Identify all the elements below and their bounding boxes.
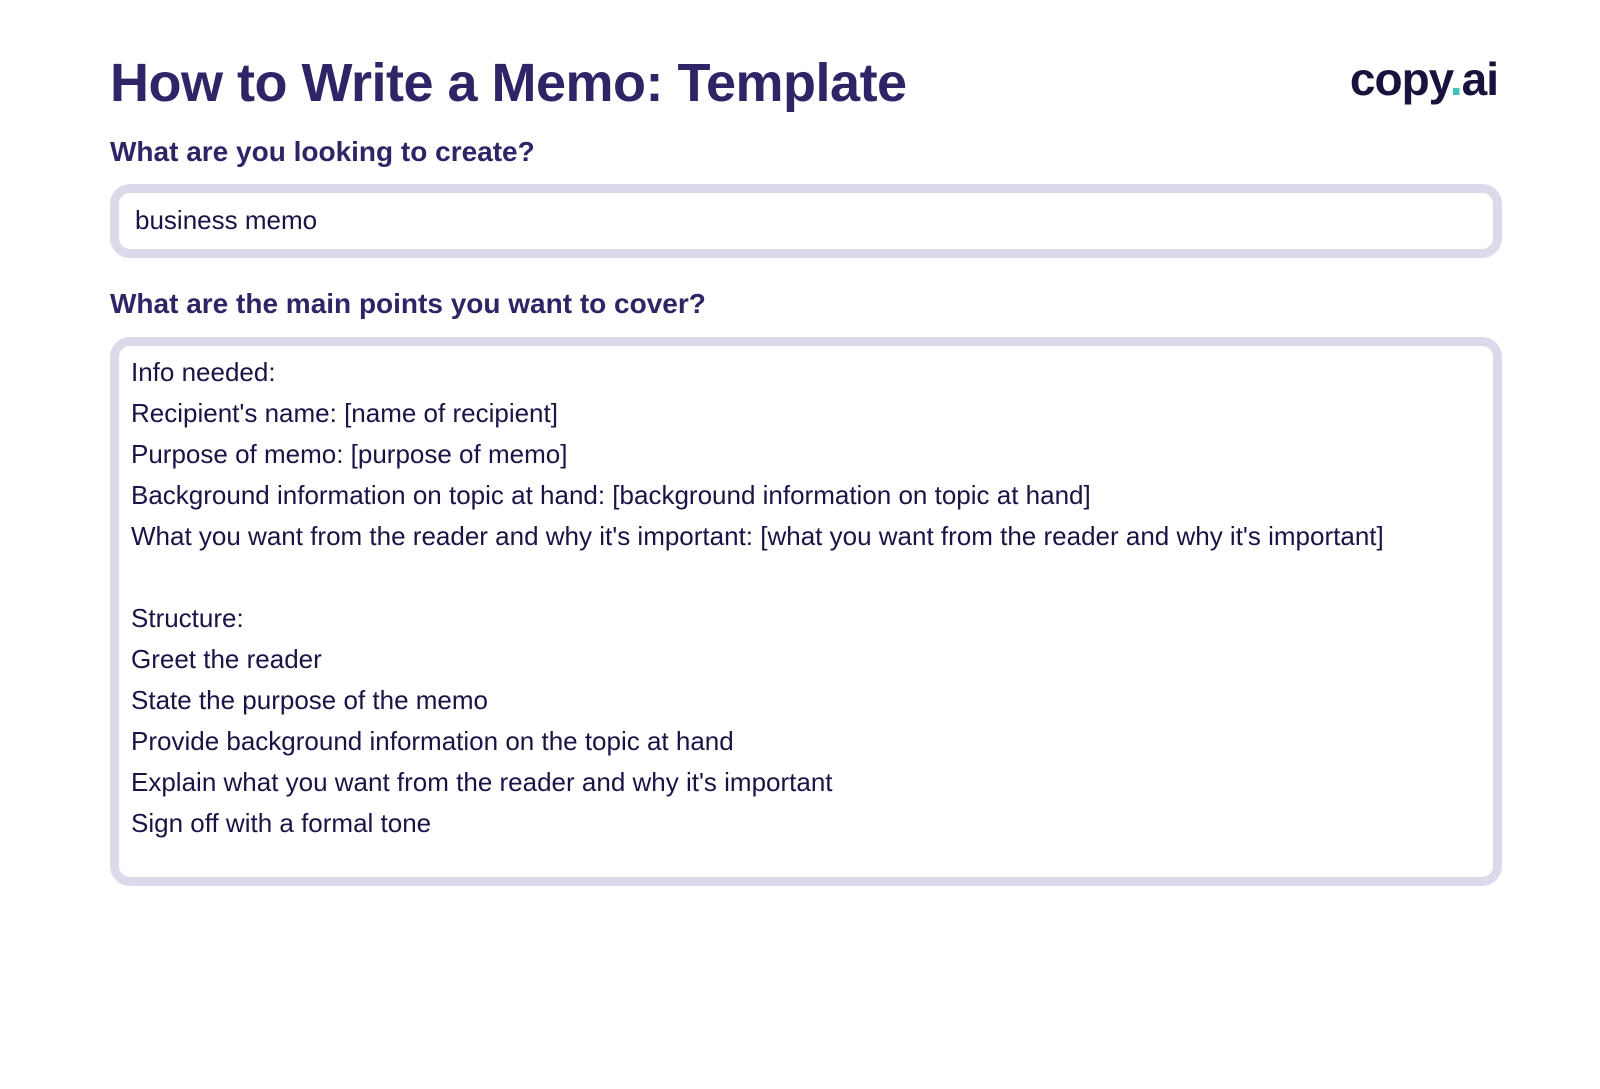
logo-dot: .: [1449, 53, 1462, 105]
text-line: Provide background information on the topic at hand: [131, 726, 734, 756]
create-input[interactable]: [110, 184, 1502, 258]
text-line: Structure:: [131, 603, 244, 633]
text-line: Recipient's name: [name of recipient]: [131, 398, 558, 428]
text-line: Background information on topic at hand: [background information on topic at hand]: [131, 480, 1091, 510]
page-title: How to Write a Memo: Template: [110, 53, 907, 113]
text-line: Purpose of memo: [purpose of memo]: [131, 439, 568, 469]
copy-ai-logo: [1350, 52, 1498, 106]
text-line: [131, 557, 1481, 598]
create-input-value: business memo: [135, 205, 318, 235]
text-line: Info needed:: [131, 357, 276, 387]
logo-suffix: ai: [1461, 53, 1498, 105]
text-line: Sign off with a formal tone: [131, 808, 432, 838]
text-line: Explain what you want from the reader and why it's important: [131, 767, 833, 797]
text-line: What you want from the reader and why it's important: [what you want from the reader and why it's important]: [131, 521, 1384, 551]
text-line: State the purpose of the memo: [131, 685, 488, 715]
logo-text: copy: [1349, 53, 1450, 105]
main-points-textarea[interactable]: [110, 337, 1502, 886]
create-question-label: What are you looking to create?: [110, 136, 535, 167]
text-line: Greet the reader: [131, 644, 322, 674]
main-points-label: What are the main points you want to cover?: [110, 288, 706, 319]
